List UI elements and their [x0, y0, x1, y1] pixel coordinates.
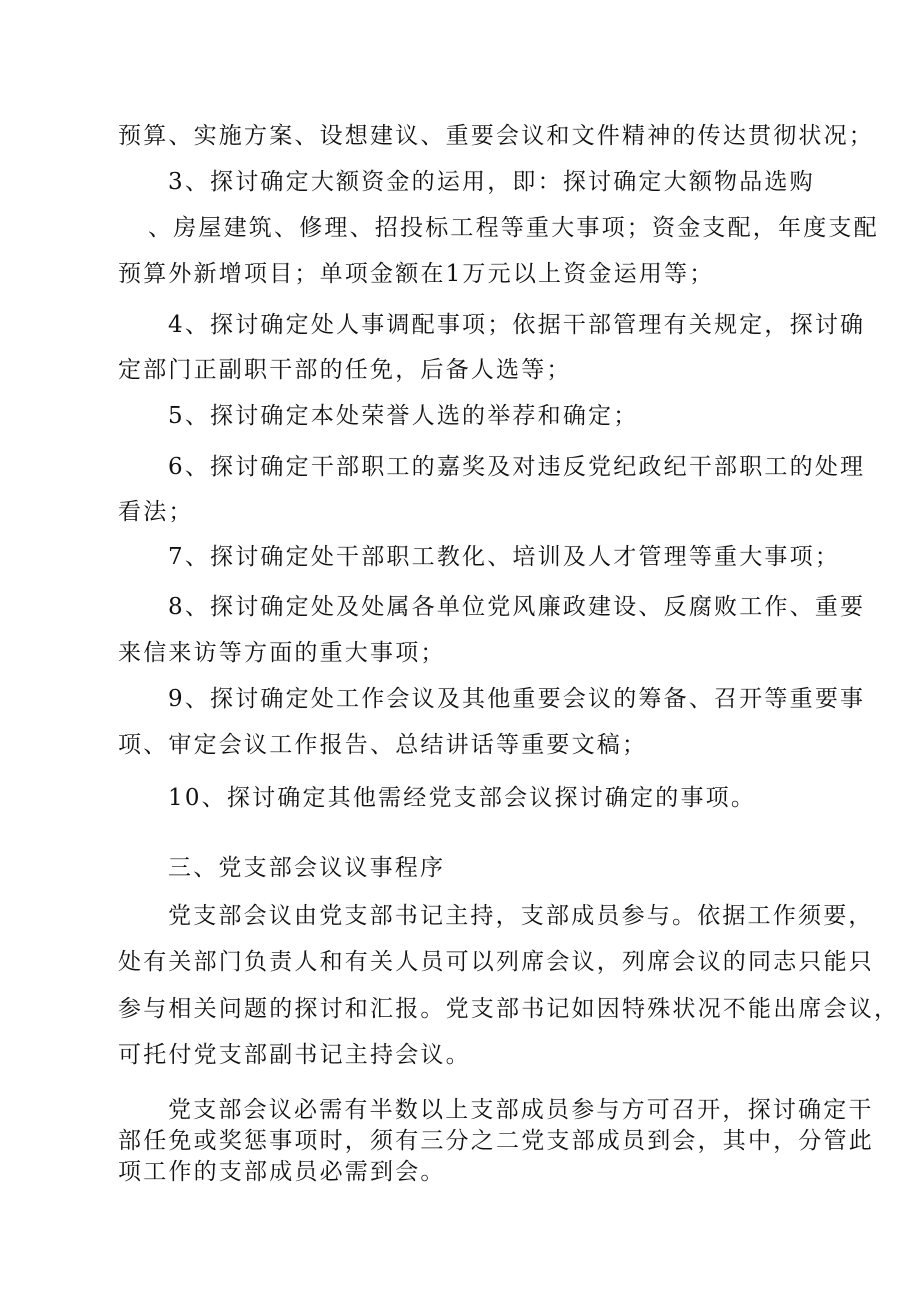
- text-line: 预算、实施方案、设想建议、重要会议和文件精神的传达贯彻状况；: [118, 123, 874, 149]
- text-line: 项、审定会议工作报告、总结讲话等重要文稿；: [118, 732, 648, 758]
- text-line: 党支部会议必需有半数以上支部成员参与方可召开，探讨确定干: [168, 1097, 874, 1123]
- text-line: 看法；: [118, 499, 194, 525]
- text-line: 6、探讨确定干部职工的嘉奖及对违反党纪政纪干部职工的处理: [168, 454, 866, 480]
- text-line: 3、探讨确定大额资金的运用，即：探讨确定大额物品选购: [168, 169, 815, 195]
- text-line: 7、探讨确定处干部职工教化、培训及人才管理等重大事项；: [168, 544, 841, 570]
- text-line: 9、探讨确定处工作会议及其他重要会议的筹备、召开等重要事: [168, 686, 866, 712]
- text-line: 定部门正副职干部的任免，后备人选等；: [118, 357, 572, 383]
- text-line: 、房屋建筑、修理、招投标工程等重大事项；资金支配，年度支配: [148, 215, 879, 241]
- text-line: 项工作的支部成员必需到会。: [118, 1159, 446, 1185]
- text-line: 来信来访等方面的重大事项；: [118, 640, 446, 666]
- text-line: 党支部会议由党支部书记主持，支部成员参与。依据工作须要，: [168, 903, 874, 929]
- text-line: 部任免或奖惩事项时，须有三分之二党支部成员到会，其中，分管此: [118, 1128, 874, 1154]
- text-line: 10、探讨确定其他需经党支部会议探讨确定的事项。: [168, 785, 757, 811]
- text-line: 8、探讨确定处及处属各单位党风廉政建设、反腐败工作、重要: [168, 594, 866, 620]
- text-line: 5、探讨确定本处荣誉人选的举荐和确定；: [168, 403, 639, 429]
- section-heading: 三、党支部会议议事程序: [168, 855, 446, 881]
- text-line: 参与相关问题的探讨和汇报。党支部书记如因特殊状况不能出席会议，: [118, 996, 900, 1022]
- text-line: 4、探讨确定处人事调配事项；依据干部管理有关规定，探讨确: [168, 312, 866, 338]
- text-line: 可托付党支部副书记主持会议。: [118, 1042, 471, 1068]
- text-line: 处有关部门负责人和有关人员可以列席会议，列席会议的同志只能只: [118, 949, 874, 975]
- text-line: 预算外新增项目；单项金额在1万元以上资金运用等；: [118, 261, 715, 287]
